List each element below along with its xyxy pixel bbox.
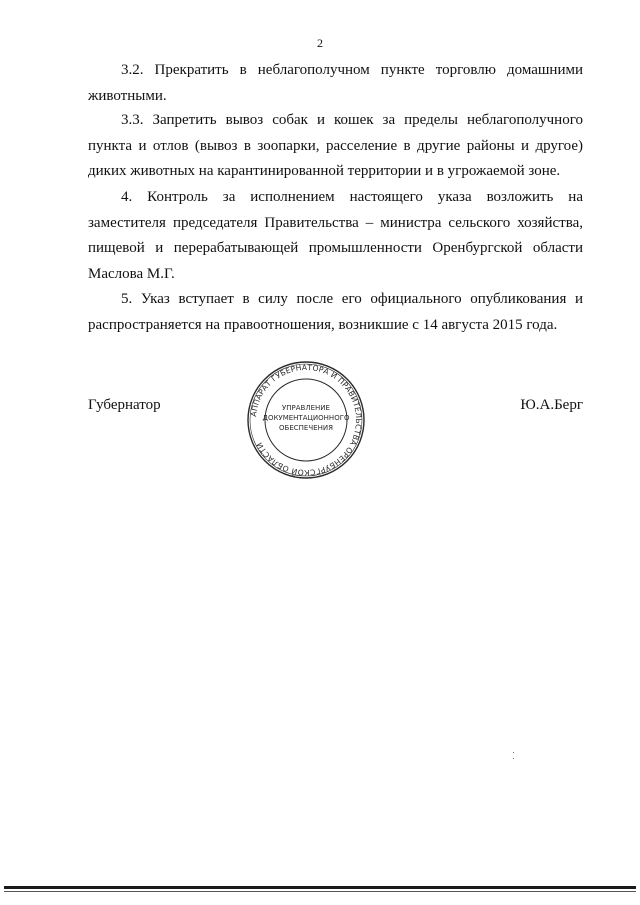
page-bottom-border-thin [4, 891, 636, 892]
signatory-name: Ю.А.Берг [520, 397, 583, 413]
page-number: 2 [317, 36, 323, 50]
paragraph-4: 4. Контроль за исполнением настоящего указа возложить на заместителя председателя Правительства – министра сельского хозяйства, пищевой и перерабатывающей промышленности Оренбургской области Маслова М.Г. [88, 189, 583, 282]
page-bottom-border [4, 886, 636, 889]
stamp-ring-text: АППАРАТ ГУБЕРНАТОРА И ПРАВИТЕЛЬСТВА ОРЕНБУРГСКОЙ ОБЛАСТИ [249, 362, 364, 478]
scan-speck [513, 758, 514, 759]
stamp-center-line-3: ОБЕСПЕЧЕНИЯ [279, 424, 333, 432]
paragraph-3-2: 3.2. Прекратить в неблагополучном пункте торговлю домашними животными. [88, 62, 583, 104]
official-seal-stamp [246, 360, 366, 480]
paragraph-5: 5. Указ вступает в силу после его официального опубликования и распространяется на правоотношения, возникшие с 14 августа 2015 года. [88, 291, 583, 333]
paragraph-3-3: 3.3. Запретить вывоз собак и кошек за пределы неблагополучного пункта и отлов (вывоз в зоопарки, расселение в другие районы и другое) диких животных на карантинированной территории и в угрожаемой зоне. [88, 112, 583, 179]
stamp-center-line-2: ДОКУМЕНТАЦИОННОГО [262, 414, 350, 422]
stamp-center-line-1: УПРАВЛЕНИЕ [282, 404, 330, 412]
signatory-title: Губернатор [88, 397, 161, 413]
scan-speck [513, 752, 514, 753]
